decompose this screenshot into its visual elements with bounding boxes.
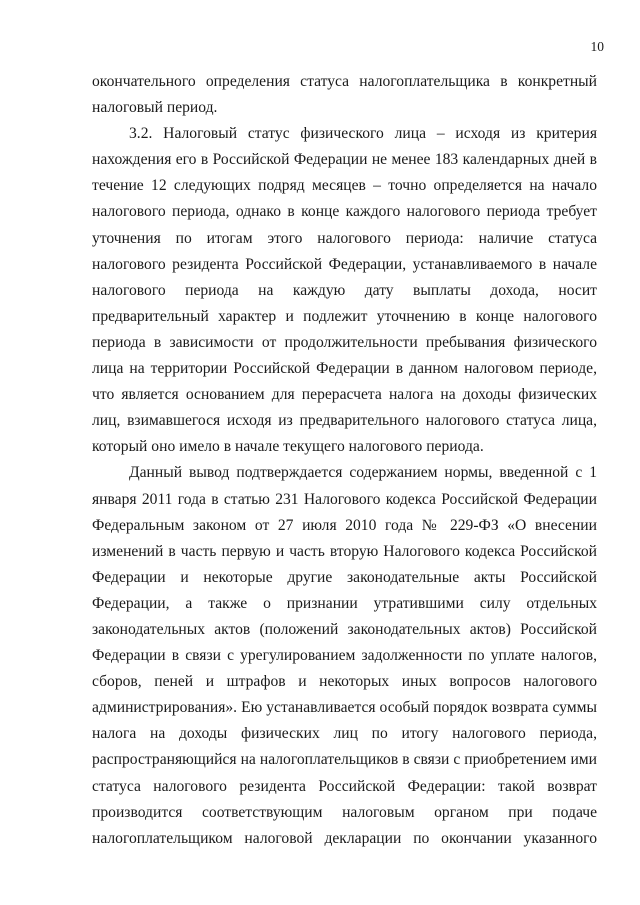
text-line: уточнения по итогам этого налогового периода: наличие статуса [92,229,597,247]
paragraph-first-line: 3.2. Налоговый статус физического лица – исходя из критерия [129,125,597,143]
text-line: налога на доходы физических лиц по итогу налогового периода, [92,725,597,743]
text-line: налогового периода на каждую дату выплаты дохода, носит [92,281,597,299]
text-line: окончательного определения статуса налогоплательщика в конкретный [92,73,597,90]
text-line: Федерации и некоторые другие законодательные акты Российской [92,568,597,586]
text-line: лиц, взимавшегося исходя из предварительного налогового статуса лица, [92,412,597,430]
paragraph-first-line: Данный вывод подтверждается содержанием нормы, введенной с 1 [129,464,597,482]
text-line: распространяющийся на налогоплательщиков в связи с приобретением ими [92,751,597,769]
text-line: нахождения его в Российской Федерации не менее 183 календарных дней в [92,151,597,169]
text-line: января 2011 года в статью 231 Налогового кодекса Российской Федерации [92,490,597,508]
text-line: который оно имело в начале текущего налогового периода. [92,438,484,456]
text-line: законодательных актов (положений законодательных актов) Российской [92,620,597,638]
text-line: лица на территории Российской Федерации в данном налоговом периоде, [92,360,597,378]
page-number: 10 [590,39,604,54]
text-line: налогового периода, однако в конце каждого налогового периода требует [92,203,597,221]
text-line: производится соответствующим налоговым органом при подаче [92,803,597,821]
text-line: статуса налогового резидента Российской Федерации: такой возврат [92,777,597,795]
text-line: налогоплательщиком налоговой декларации по окончании указанного [92,829,597,847]
text-line: налогового резидента Российской Федерации, устанавливаемого в начале [92,255,597,273]
text-line: течение 12 следующих подряд месяцев – точно определяется на начало [92,177,597,195]
text-line: Федерации, а также о признании утратившими силу отдельных [92,594,597,612]
body-text [92,69,597,852]
text-line: Федеральным законом от 27 июля 2010 года № 229-ФЗ «О внесении [92,516,597,534]
text-line: Федерации в связи с урегулированием задолженности по уплате налогов, [92,647,597,665]
text-line: налоговый период. [92,99,218,117]
text-line: периода в зависимости от продолжительности пребывания физического [92,333,597,351]
text-line: администрирования». Ею устанавливается особый порядок возврата суммы [92,699,597,717]
text-line: сборов, пеней и штрафов и некоторых иных вопросов налогового [92,673,597,691]
text-line: что является основанием для перерасчета налога на доходы физических [92,386,597,404]
text-line: изменений в часть первую и часть вторую Налогового кодекса Российской [92,542,597,560]
text-line: предварительный характер и подлежит уточнению в конце налогового [92,307,597,325]
